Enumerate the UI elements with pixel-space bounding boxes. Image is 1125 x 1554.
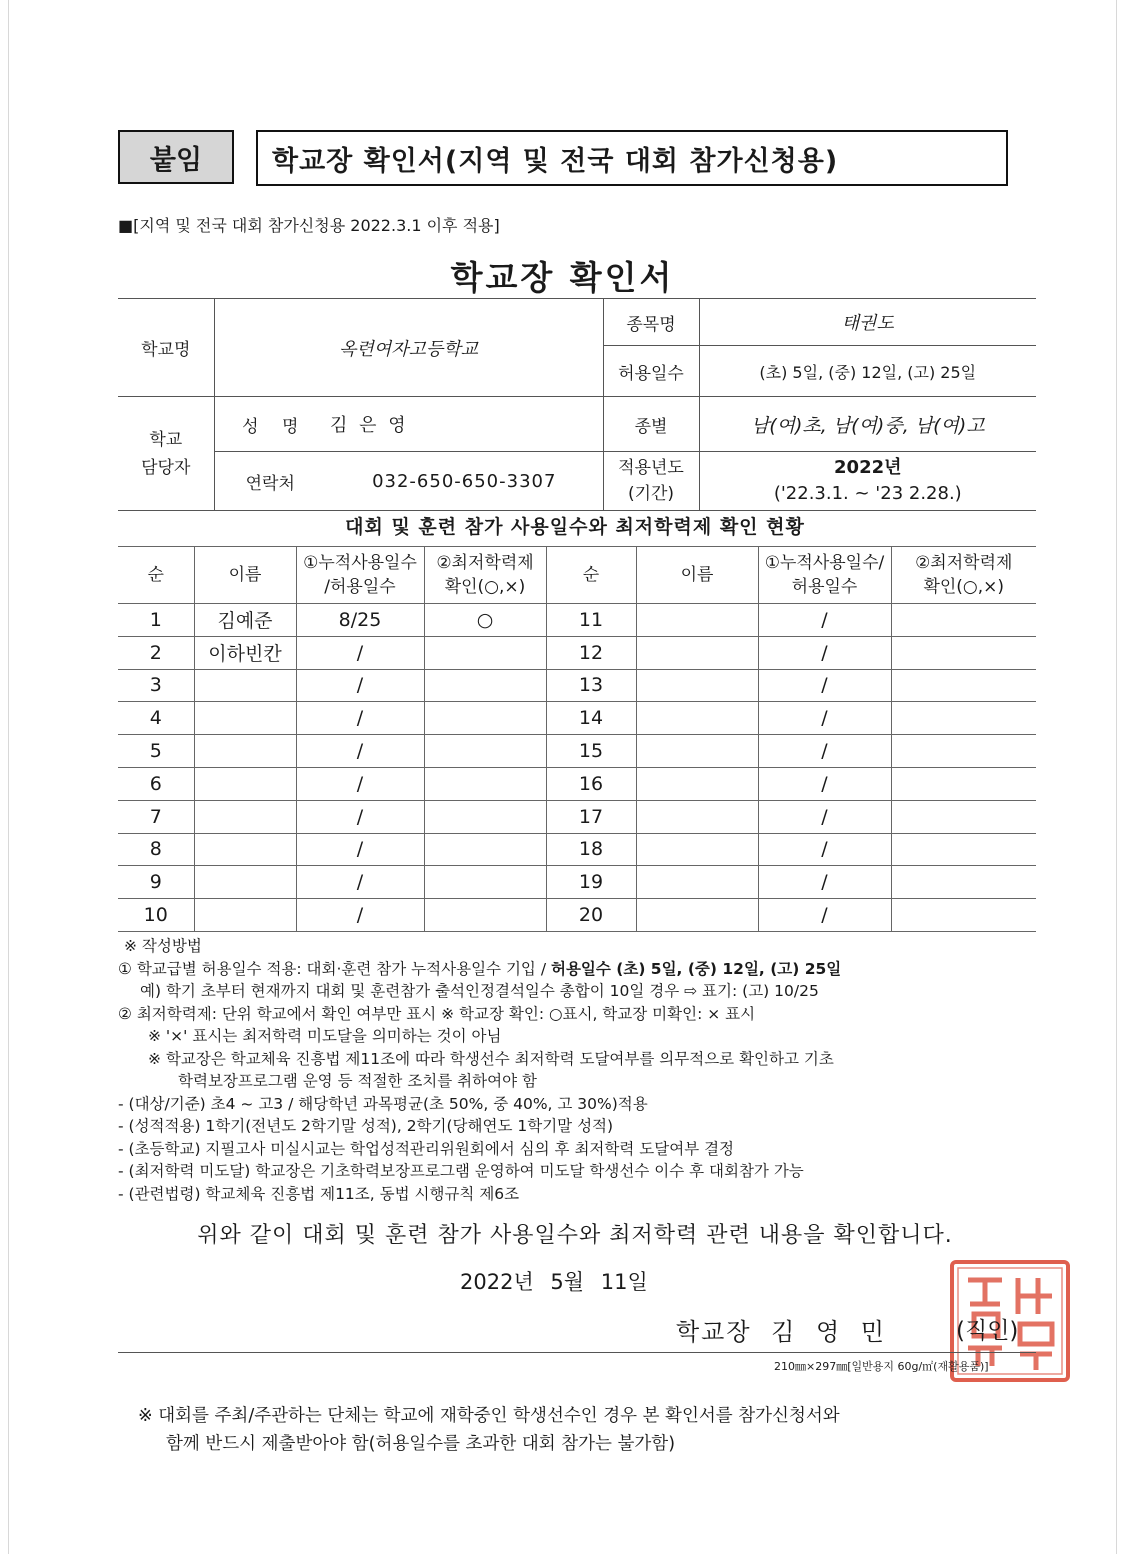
row-no: 8	[118, 833, 194, 866]
col-name-2: 이름	[636, 547, 758, 604]
seal-label: (직인)	[956, 1318, 1019, 1344]
date-year: 2022년	[460, 1270, 534, 1294]
year-value-line2: ('22.3.1. ~ '23 2.28.)	[773, 483, 962, 504]
row-days: /	[296, 866, 424, 899]
confirmation-statement: 위와 같이 대회 및 훈련 참가 사용일수와 최저학력 관련 내용을 확인합니다.	[197, 1223, 953, 1248]
row-days: 8/25	[296, 604, 424, 637]
row-check-2	[891, 800, 1036, 833]
row-name	[194, 767, 296, 800]
manager-label	[118, 397, 214, 511]
col-days-2-line2: 허용일수	[791, 577, 858, 597]
table-row	[118, 735, 1036, 768]
year-label-line1: 적용년도	[618, 458, 684, 478]
row-no: 10	[118, 899, 194, 932]
table-row	[118, 636, 1036, 669]
row-check	[424, 669, 546, 702]
col-name: 이름	[194, 547, 296, 604]
applicable-note: ■[지역 및 전국 대회 참가신청용 2022.3.1 이후 적용]	[118, 216, 500, 235]
row-name	[194, 833, 296, 866]
row-name-2	[636, 669, 758, 702]
row-name-2	[636, 636, 758, 669]
note-detail-1: - (대상/기준) 초4 ~ 고3 / 해당학년 과목평균(초 50%, 중 40%, 고 30%)적용	[118, 1094, 648, 1113]
note-item-1b: 허용일수 (초) 5일, (중) 12일, (고) 25일	[550, 959, 842, 978]
table-row	[118, 899, 1036, 932]
col-days-2	[758, 547, 891, 604]
document-title: 학교장 확인서	[450, 258, 675, 297]
row-no-2: 13	[546, 669, 636, 702]
col-check-2-line2: 확인(○,×)	[923, 577, 1005, 597]
row-check	[424, 767, 546, 800]
row-no-2: 18	[546, 833, 636, 866]
row-no: 3	[118, 669, 194, 702]
note-item-2: ② 최저학력제: 단위 학교에서 확인 여부만 표시 ※ 학교장 확인: ○표시, 학교장 미확인: × 표시	[118, 1004, 756, 1023]
note-item-1-example: 예) 학기 초부터 현재까지 대회 및 훈련참가 출석인정결석일수 총합이 10일 경우 ⇨ 표기: (고) 10/25	[140, 982, 819, 1000]
row-check-2	[891, 866, 1036, 899]
row-name-2	[636, 800, 758, 833]
row-name	[194, 669, 296, 702]
row-days-2: /	[758, 866, 891, 899]
year-label-line2: (기간)	[627, 484, 675, 504]
issue-date	[460, 1266, 648, 1296]
row-name-2	[636, 833, 758, 866]
col-check-2	[891, 547, 1036, 604]
row-name-2	[636, 735, 758, 768]
row-check-2	[891, 899, 1036, 932]
contact-value: 032-650-650-3307	[326, 452, 603, 511]
year-label	[603, 452, 699, 511]
allowed-days-value: (초) 5일, (중) 12일, (고) 25일	[699, 346, 1036, 397]
name-label: 성 명	[214, 397, 326, 452]
date-month: 5월	[550, 1270, 585, 1294]
table-row	[118, 833, 1036, 866]
year-value	[699, 452, 1036, 511]
manager-label-line2: 담당자	[141, 457, 191, 478]
note-detail-3: - (초등학교) 지필고사 미실시교는 학업성적관리위원회에서 심의 후 최저학력 도달여부 결정	[118, 1139, 735, 1158]
writing-instructions	[118, 935, 1048, 1205]
row-name: 이하빈칸	[194, 636, 296, 669]
table-row	[118, 767, 1036, 800]
note-item-1	[118, 958, 1048, 981]
row-name: 김예준	[194, 604, 296, 637]
row-no-2: 11	[546, 604, 636, 637]
row-no: 6	[118, 767, 194, 800]
table-row	[118, 669, 1036, 702]
paper-spec: 210㎜×297㎜[일반용지 60g/㎡(재활용품)]	[774, 1360, 989, 1373]
year-value-line1: 2022년	[834, 457, 902, 478]
row-check-2	[891, 669, 1036, 702]
row-name	[194, 899, 296, 932]
row-check	[424, 636, 546, 669]
school-name-value: 옥련여자고등학교	[214, 299, 603, 397]
row-check	[424, 800, 546, 833]
row-days: /	[296, 702, 424, 735]
note-item-1a: ① 학교급별 허용일수 적용: 대회·훈련 참가 누적사용일수 기입 /	[118, 959, 551, 978]
row-check-2	[891, 702, 1036, 735]
col-days-line1: ①누적사용일수	[303, 553, 417, 573]
row-check: ○	[424, 604, 546, 637]
row-check-2	[891, 767, 1036, 800]
row-days-2: /	[758, 604, 891, 637]
row-days-2: /	[758, 702, 891, 735]
col-check-line2: 확인(○,×)	[444, 577, 526, 597]
header-title: 학교장 확인서(지역 및 전국 대회 참가신청용)	[256, 130, 1008, 186]
school-info-table	[118, 298, 1036, 511]
row-no-2: 20	[546, 899, 636, 932]
col-check-2-line1: ②최저학력제	[915, 553, 1013, 573]
row-no-2: 19	[546, 866, 636, 899]
submission-notice	[138, 1402, 840, 1458]
row-check-2	[891, 604, 1036, 637]
table-header-row	[118, 547, 1036, 604]
col-days-2-line1: ①누적사용일수/	[764, 553, 885, 573]
row-no: 5	[118, 735, 194, 768]
row-no: 1	[118, 604, 194, 637]
page-edge-left	[8, 0, 9, 1554]
footer-line-1: ※ 대회를 주최/주관하는 단체는 학교에 재학중인 학생선수인 경우 본 확인서를 참가신청서와	[138, 1406, 840, 1426]
allowed-days-label: 허용일수	[603, 346, 699, 397]
table-row	[118, 866, 1036, 899]
row-name-2	[636, 767, 758, 800]
note-item-2-sub1: ※ '×' 표시는 최저학력 미도달을 의미하는 것이 아님	[148, 1027, 502, 1045]
row-check	[424, 833, 546, 866]
row-no-2: 17	[546, 800, 636, 833]
row-days-2: /	[758, 767, 891, 800]
row-days: /	[296, 833, 424, 866]
section-title: 대회 및 훈련 참가 사용일수와 최저학력제 확인 현황	[345, 516, 805, 538]
row-days-2: /	[758, 735, 891, 768]
row-check-2	[891, 735, 1036, 768]
table-row	[118, 604, 1036, 637]
col-check	[424, 547, 546, 604]
note-detail-5: - (관련법령) 학교체육 진흥법 제11조, 동법 시행규칙 제6조	[118, 1184, 520, 1203]
table-row	[118, 800, 1036, 833]
row-check	[424, 866, 546, 899]
row-check	[424, 735, 546, 768]
notes-heading: ※ 작성방법	[124, 937, 202, 955]
note-item-2-sub2b: 학력보장프로그램 운영 등 적절한 조치를 취하여야 함	[178, 1072, 537, 1090]
row-check-2	[891, 636, 1036, 669]
manager-label-line1: 학교	[149, 429, 183, 450]
col-days	[296, 547, 424, 604]
table-row	[118, 702, 1036, 735]
row-check	[424, 702, 546, 735]
row-no-2: 15	[546, 735, 636, 768]
row-no: 9	[118, 866, 194, 899]
bottom-divider	[118, 1352, 1036, 1353]
row-no-2: 14	[546, 702, 636, 735]
name-value: 김 은 영	[326, 397, 603, 452]
row-no: 2	[118, 636, 194, 669]
row-name	[194, 866, 296, 899]
table-body	[118, 604, 1036, 932]
row-no: 7	[118, 800, 194, 833]
participation-table	[118, 546, 1036, 932]
event-label: 종목명	[603, 299, 699, 346]
row-no: 4	[118, 702, 194, 735]
school-name-label: 학교명	[118, 299, 214, 397]
row-name-2	[636, 604, 758, 637]
row-days: /	[296, 800, 424, 833]
col-days-line2: /허용일수	[324, 577, 396, 597]
row-days: /	[296, 767, 424, 800]
row-days-2: /	[758, 800, 891, 833]
row-no-2: 12	[546, 636, 636, 669]
date-day: 11일	[600, 1270, 648, 1294]
row-no-2: 16	[546, 767, 636, 800]
row-check	[424, 899, 546, 932]
note-detail-2: - (성적적용) 1학기(전년도 2학기말 성적), 2학기(당해연도 1학기말 성적)	[118, 1117, 614, 1135]
attachment-badge: 붙임	[118, 130, 234, 184]
row-name-2	[636, 866, 758, 899]
row-days: /	[296, 735, 424, 768]
row-name	[194, 702, 296, 735]
principal-name: 학교장 김 영 민	[676, 1318, 886, 1346]
row-check-2	[891, 833, 1036, 866]
row-days: /	[296, 899, 424, 932]
col-no: 순	[118, 547, 194, 604]
col-no-2: 순	[546, 547, 636, 604]
col-check-line1: ②최저학력제	[436, 553, 534, 573]
row-days-2: /	[758, 899, 891, 932]
row-name-2	[636, 899, 758, 932]
row-name	[194, 735, 296, 768]
contact-label: 연락처	[214, 452, 326, 511]
event-value: 태권도	[699, 299, 1036, 346]
gender-label: 종별	[603, 397, 699, 452]
row-days-2: /	[758, 669, 891, 702]
row-name	[194, 800, 296, 833]
row-name-2	[636, 702, 758, 735]
page-edge-right	[1116, 0, 1117, 1554]
note-detail-4: - (최저학력 미도달) 학교장은 기초학력보장프로그램 운영하여 미도달 학생선수 이수 후 대회참가 가능	[118, 1162, 804, 1180]
row-days-2: /	[758, 833, 891, 866]
gender-value: 남(여)초, 남(여)중, 남(여)고	[699, 397, 1036, 452]
note-item-2-sub2: ※ 학교장은 학교체육 진흥법 제11조에 따라 학생선수 최저학력 도달여부를 의무적으로 확인하고 기초	[148, 1049, 834, 1068]
row-days: /	[296, 636, 424, 669]
row-days-2: /	[758, 636, 891, 669]
row-days: /	[296, 669, 424, 702]
footer-line-2: 함께 반드시 제출받아야 함(허용일수를 초과한 대회 참가는 불가함)	[166, 1434, 676, 1454]
